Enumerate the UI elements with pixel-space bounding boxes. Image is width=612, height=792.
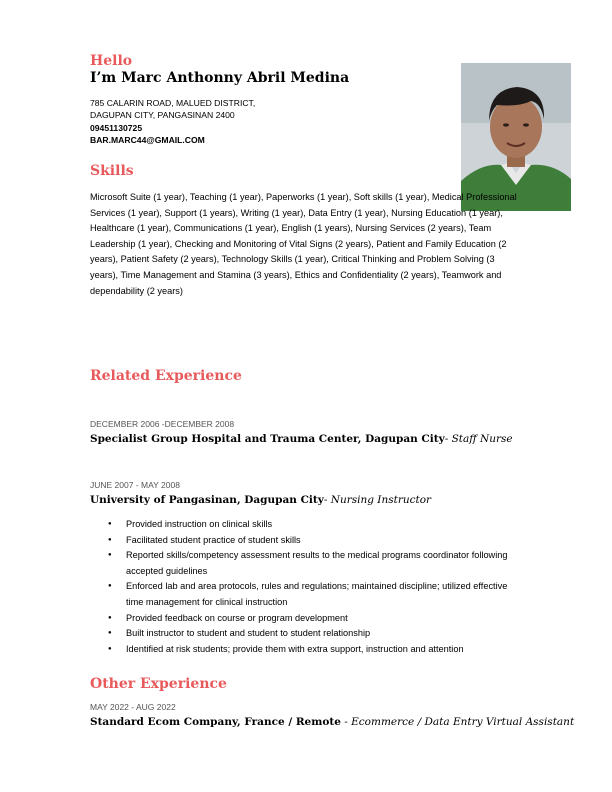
- greeting: Hello: [90, 53, 133, 69]
- employer: University of Pangasinan, Dagupan City: [90, 494, 324, 506]
- duty-item: ● Built instructor to student and student to student relationship: [108, 626, 508, 642]
- role: Staff Nurse: [451, 433, 513, 445]
- related-experience-heading: Related Experience: [90, 368, 242, 384]
- job-title-line: [90, 433, 513, 445]
- job-dates: MAY 2022 - AUG 2022: [90, 702, 176, 712]
- job-title-line: [90, 716, 574, 728]
- duty-item: ● Enforced lab and area protocols, rules and regulations; maintained discipline; utilized effective time management for clinical instruction: [108, 579, 508, 610]
- phone: 09451130725: [90, 122, 143, 133]
- separator: -: [340, 716, 352, 728]
- separator: -: [323, 494, 331, 506]
- duty-item: ● Reported skills/competency assessment results to the medical programs coordinator following accepted guidelines: [108, 548, 508, 579]
- skills-text: Microsoft Suite (1 year), Teaching (1 year), Paperworks (1 year), Soft skills (1 year), Medical Professional Services (1 year), Support (1 years), Writing (1 year), Data Entry (1 year), Nursing Education (1 year), Healthcare (1 year), Communications (1 year), English (1 years), Nursing Services (2 years), Team Leadership (1 year), Checking and Monitoring of Vital Signs (2 years), Patient and Family Education (2 years), Patient Safety (2 years), Technology Skills (1 year), Critical Thinking and Problem Solving (3 years), Time Management and Stamina (3 years), Ethics and Confidentiality (2 years), Teamwork and dependability (2 years): [90, 192, 517, 296]
- address-line-1: 785 CALARIN ROAD, MALUED DISTRICT,: [90, 98, 256, 108]
- contact-block: [90, 97, 255, 147]
- separator: -: [444, 433, 452, 445]
- person-photo-icon: [461, 63, 571, 211]
- employer: Standard Ecom Company, France / Remote: [90, 716, 341, 728]
- skills-heading: Skills: [90, 163, 134, 179]
- job-dates: JUNE 2007 - MAY 2008: [90, 480, 180, 490]
- job-dates: DECEMBER 2006 -DECEMBER 2008: [90, 419, 235, 429]
- duty-item: ● Identified at risk students; provide them with extra support, instruction and attention: [108, 642, 508, 658]
- profile-photo: [461, 63, 571, 211]
- candidate-name: I’m Marc Anthonny Abril Medina: [90, 70, 350, 86]
- duties-list: [108, 517, 508, 657]
- duty-item: ● Facilitated student practice of student skills: [108, 533, 508, 549]
- job-title-line: [90, 494, 431, 506]
- employer: Specialist Group Hospital and Trauma Center, Dagupan City: [90, 433, 445, 445]
- address-line-2: DAGUPAN CITY, PANGASINAN 2400: [90, 110, 235, 121]
- role: Ecommerce / Data Entry Virtual Assistant: [351, 716, 575, 728]
- email: BAR.MARC44@GMAIL.COM: [90, 135, 205, 146]
- duty-item: ● Provided instruction on clinical skills: [108, 517, 508, 533]
- other-experience-heading: Other Experience: [90, 676, 227, 692]
- role: Nursing Instructor: [330, 494, 432, 506]
- duty-item: ● Provided feedback on course or program development: [108, 611, 508, 627]
